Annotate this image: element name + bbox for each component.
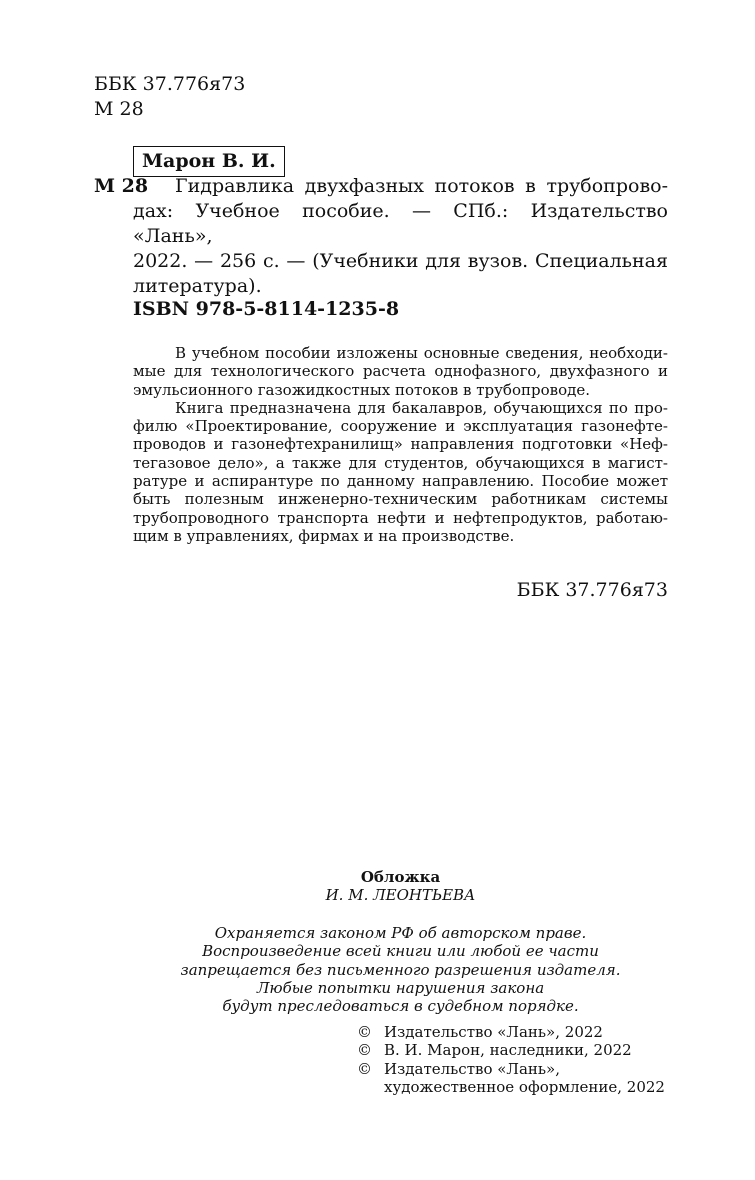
description-line: 2022. — 256 с. — (Учебники для вузов. Специальная — [133, 250, 668, 272]
copyright-icon: © — [357, 1023, 372, 1041]
annotation-line: ратуре и аспирантуре по данному направлению. Пособие может — [133, 472, 668, 491]
copyright-text: В. И. Марон, наследники, 2022 — [384, 1041, 632, 1060]
isbn: ISBN 978-5-8114-1235-8 — [133, 298, 400, 320]
annotation-line: быть полезным инженерно-техническим работникам системы — [133, 490, 668, 509]
copyright-row — [357, 1041, 677, 1059]
cover-label: Обложка — [360, 868, 441, 886]
annotation-line: Книга предназначена для бакалавров, обучающихся по про- — [175, 398, 668, 417]
annotation-line: филю «Проектирование, сооружение и эксплуатация газонефте- — [133, 417, 668, 436]
description-line: литература). — [133, 275, 262, 297]
copyright-text: художественное оформление, 2022 — [384, 1077, 665, 1096]
annotation-line: мые для технологического расчета однофазного, двухфазного и — [133, 362, 668, 381]
bbk-code-bottom: ББК 37.776я73 — [516, 579, 668, 601]
notice-line: Любые попытки нарушения закона — [256, 978, 545, 997]
copyright-row — [357, 1023, 677, 1041]
annotation — [133, 344, 668, 545]
notice-line: Воспроизведение всей книги или любой ее части — [202, 942, 599, 961]
copyright-notice — [133, 924, 668, 1015]
copyright-list — [357, 1023, 677, 1096]
cover-credit — [133, 868, 668, 905]
bibliographic-description — [133, 199, 668, 299]
copyright-text: Издательство «Лань», — [384, 1059, 561, 1078]
bibliographic-description-first-line: Гидравлика двухфазных потоков в трубопрово- — [175, 175, 668, 197]
annotation-line: В учебном пособии изложены основные сведения, необходи- — [175, 344, 668, 362]
annotation-line: эмульсионного газожидкостных потоков в трубопроводе. — [133, 380, 590, 399]
copyright-spacer — [357, 1078, 384, 1096]
annotation-line: трубопроводного транспорта нефти и нефтепродуктов, работаю- — [133, 508, 668, 527]
copyright-row — [357, 1060, 677, 1078]
author-mark: М 28 — [94, 98, 144, 120]
copyright-text: Издательство «Лань», 2022 — [384, 1023, 603, 1041]
notice-line: будут преследоваться в судебном порядке. — [222, 997, 579, 1016]
notice-line: запрещается без письменного разрешения издателя. — [180, 960, 621, 979]
copyright-icon: © — [357, 1059, 372, 1078]
notice-line: Охраняется законом РФ об авторском праве. — [214, 924, 587, 942]
author-heading: Марон В. И. — [133, 146, 285, 177]
annotation-line: щим в управлениях, фирмах и на производстве. — [133, 526, 515, 545]
description-line: дах: Учебное пособие. — СПб.: Издательство «Лань», — [133, 200, 668, 247]
copyright-icon: © — [357, 1041, 372, 1060]
author-mark-code: М 28 — [94, 175, 149, 197]
annotation-line: тегазовое дело», а также для студентов, обучающихся в магист- — [133, 453, 668, 472]
copyright-row — [357, 1078, 677, 1096]
bbk-header — [94, 72, 245, 122]
cover-designer: И. М. ЛЕОНТЬЕВА — [325, 886, 476, 905]
annotation-line: проводов и газонефтехранилищ» направления подготовки «Неф- — [133, 435, 668, 454]
bbk-code: ББК 37.776я73 — [94, 73, 246, 95]
